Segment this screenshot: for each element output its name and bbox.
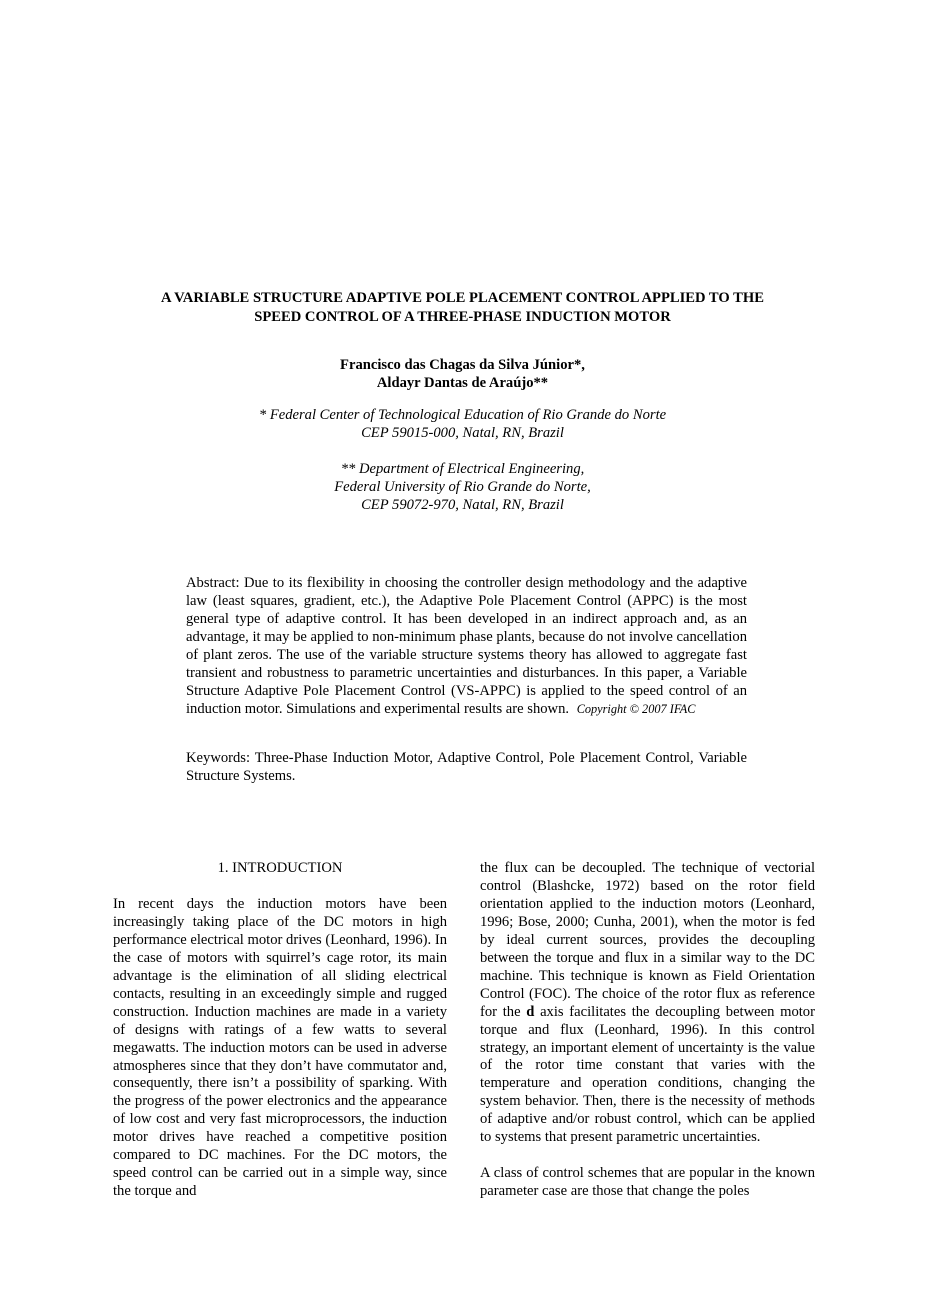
copyright-notice: Copyright © 2007 IFAC bbox=[576, 702, 696, 716]
title-line-1: A VARIABLE STRUCTURE ADAPTIVE POLE PLACEMENT CONTROL APPLIED TO THE bbox=[161, 290, 764, 306]
intro-paragraph-1: In recent days the induction motors have been increasingly taking place of the DC motors in high performance electrical motor drives (Leonhard, 1996). In the case of motors with squirrel’s cage rotor, its main advantage is the elimination of all sliding electrical contacts, resulting in an exceedingly simple and rugged construction. Induction machines are made in a variety of designs with ratings of a few watts to several megawatts. The induction motors can be used in adverse atmospheres since that they don’t have commutator and, consequently, there isn’t a possibility of sparking. With the progress of the power electronics and the appearance of low cost and very fast microprocessors, the induction motor drives have reached a competitive position compared to DC machines. For the DC motors, the speed control can be carried out in a simple way, since the torque and bbox=[113, 895, 447, 1200]
left-column bbox=[113, 860, 447, 1201]
intro-paragraph-2 bbox=[480, 860, 815, 1147]
affiliation-2-line-2: Federal University of Rio Grande do Norte, bbox=[334, 479, 591, 495]
affiliation-1 bbox=[160, 406, 765, 442]
abstract-text: Abstract: Due to its flexibility in choosing the controller design methodology and the adaptive law (least squares, gradient, etc.), the Adaptive Pole Placement Control (APPC) is the most general type of adaptive control. It has been developed in an indirect approach and, as an advantage, it may be applied to non-minimum phase plants, because do not involve cancellation of plant zeros. The use of the variable structure systems theory has allowed to aggregate fast transient and robustness to parametric uncertainties and disturbances. In this paper, a Variable Structure Adaptive Pole Placement Control (VS-APPC) is applied to the speed control of an induction motor. Simulations and experimental results are shown. bbox=[186, 575, 747, 717]
author-1: Francisco das Chagas da Silva Júnior*, bbox=[340, 357, 585, 373]
intro-paragraph-2-part-a: the flux can be decoupled. The technique of vectorial control (Blashcke, 1972) based on the rotor field orientation applied to the induction motors (Leonhard, 1996; Bose, 2000; Cunha, 2001), when the motor is fed by ideal current sources, provides the decoupling between the torque and flux in a similar way to the DC machine. This technique is known as Field Orientation Control (FOC). The choice of the rotor flux as reference for the bbox=[480, 860, 815, 1020]
d-axis-symbol: d bbox=[526, 1003, 535, 1020]
affiliation-2-line-3: CEP 59072-970, Natal, RN, Brazil bbox=[361, 497, 564, 513]
abstract bbox=[186, 574, 747, 718]
intro-paragraph-2-part-b: axis facilitates the decoupling between motor torque and flux (Leonhard, 1996). In this control strategy, an important element of uncertainty is the value of the rotor time constant that varies with the temperature and operation conditions, changing the system behavior. Then, there is the necessity of methods of adaptive and/or robust control, which can be applied to systems that present parametric uncertainties. bbox=[480, 1003, 815, 1146]
intro-paragraph-3: A class of control schemes that are popular in the known parameter case are those that change the poles bbox=[480, 1165, 815, 1200]
author-list bbox=[200, 356, 725, 392]
affiliation-2 bbox=[160, 460, 765, 514]
affiliation-1-line-1: * Federal Center of Technological Education of Rio Grande do Norte bbox=[258, 407, 667, 423]
title-line-2: SPEED CONTROL OF A THREE-PHASE INDUCTION MOTOR bbox=[254, 308, 671, 325]
section-heading-introduction: 1. INTRODUCTION bbox=[217, 860, 343, 876]
affiliation-2-line-1: ** Department of Electrical Engineering, bbox=[340, 461, 585, 477]
paper-title bbox=[100, 289, 825, 326]
author-2: Aldayr Dantas de Araújo** bbox=[376, 375, 549, 391]
affiliation-1-line-2: CEP 59015-000, Natal, RN, Brazil bbox=[361, 425, 564, 441]
right-column bbox=[480, 860, 815, 1201]
keywords: Keywords: Three-Phase Induction Motor, Adaptive Control, Pole Placement Control, Variable Structure Systems. bbox=[186, 750, 747, 784]
